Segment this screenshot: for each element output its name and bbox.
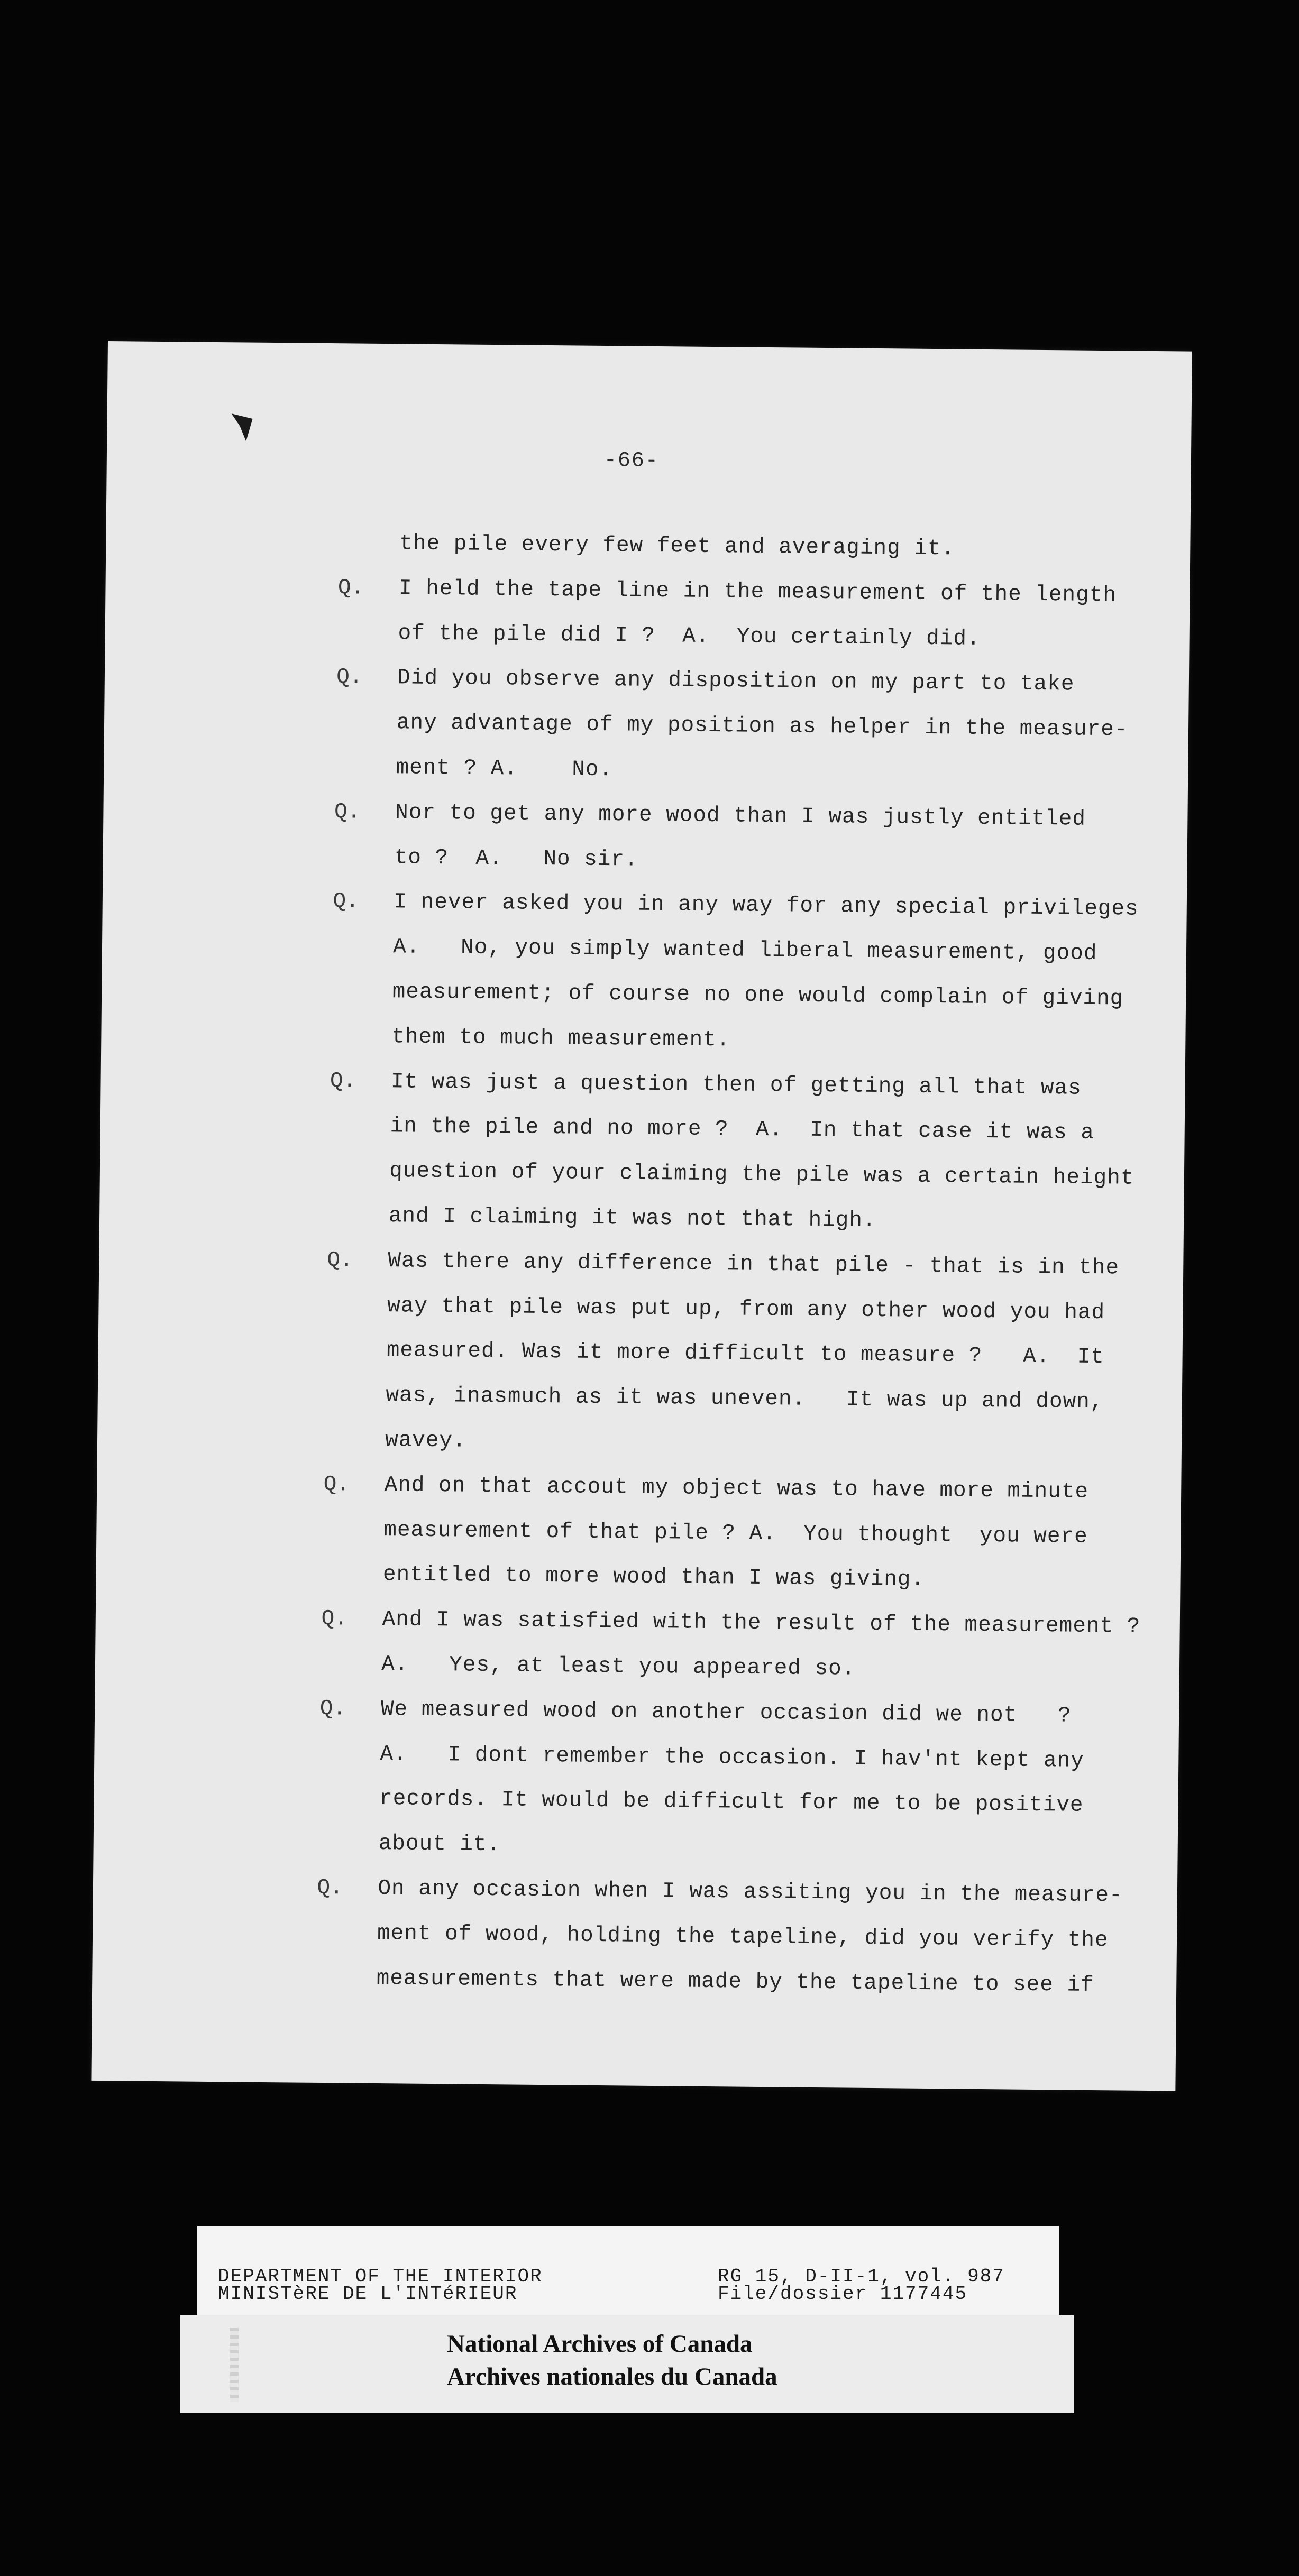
transcript-line: them to much measurement. — [391, 1025, 730, 1053]
archives-banner — [180, 2315, 1074, 2413]
document-page — [91, 341, 1192, 2091]
archives-name-en: National Archives of Canada — [447, 2330, 753, 2358]
corner-mark — [231, 413, 252, 441]
transcript-line: It was just a question then of getting all that was — [390, 1069, 1082, 1101]
transcript-line: And I was satisfied with the result of the measurement ? — [382, 1607, 1141, 1640]
transcript-line: records. It would be difficult for me to be positive — [379, 1787, 1084, 1818]
transcript-line: ment of wood, holding the tapeline, did you verify the — [377, 1921, 1109, 1953]
transcript-line: A. No, you simply wanted liberal measurement, good — [392, 935, 1097, 967]
transcript-line: ment ? A. No. — [396, 756, 613, 783]
question-marker: Q. — [327, 1248, 353, 1273]
transcript-line: wavey. — [385, 1428, 466, 1453]
transcript-line: measurement; of course no one would complain of giving — [392, 980, 1124, 1011]
transcript-line: to ? A. No sir. — [394, 845, 638, 872]
record-group-reference: RG 15, D-II-1, vol. 987 — [718, 2266, 1005, 2287]
archives-name-fr: Archives nationales du Canada — [447, 2363, 777, 2390]
question-marker: Q. — [317, 1875, 343, 1901]
question-marker: Q. — [330, 1069, 356, 1094]
transcript-line: measurement of that pile ? A. You thought you were — [383, 1517, 1088, 1549]
file-number: File/dossier 1177445 — [718, 2283, 968, 2305]
department-fr: MINISTèRE DE L'INTéRIEUR — [218, 2283, 518, 2305]
transcript-line: entitled to more wood than I was giving. — [382, 1562, 925, 1593]
transcript-line: way that pile was put up, from any other wood you had — [387, 1293, 1105, 1325]
transcript-line: and I claiming it was not that high. — [388, 1204, 876, 1234]
transcript-line: And on that accout my object was to have more minute — [384, 1473, 1089, 1504]
question-marker: Q. — [319, 1696, 346, 1722]
question-marker: Q. — [323, 1472, 350, 1497]
transcript-line: Was there any difference in that pile - that is in the — [388, 1248, 1120, 1281]
page-number: -66- — [603, 449, 660, 474]
question-marker: Q. — [321, 1607, 348, 1632]
transcript-line: A. Yes, at least you appeared so. — [381, 1652, 856, 1681]
transcript-line: in the pile and no more ? A. In that case it was a — [390, 1114, 1095, 1146]
question-marker: Q. — [336, 665, 363, 691]
question-marker: Q. — [333, 889, 359, 914]
transcript-line: measured. Was it more difficult to measure ? A. It — [386, 1338, 1104, 1370]
transcript-line: of the pile did I ? A. You certainly did. — [398, 621, 981, 651]
transcript-line: On any occasion when I was assiting you in the measure- — [378, 1876, 1123, 1908]
transcript-line: was, inasmuch as it was uneven. It was up and down, — [386, 1383, 1104, 1415]
transcript-line: Nor to get any more wood than I was justly entitled — [395, 801, 1086, 832]
transcript-line: question of your claiming the pile was a certain height — [389, 1159, 1135, 1191]
question-marker: Q. — [337, 575, 364, 601]
transcript-line: I held the tape line in the measurement of the length — [398, 576, 1117, 608]
transcript-line: A. I dont remember the occasion. I hav'nt kept any — [380, 1742, 1085, 1773]
label-stamp — [230, 2328, 239, 2402]
transcript-line: We measured wood on another occasion did we not ? — [380, 1697, 1072, 1728]
transcript-line: the pile every few feet and averaging it. — [399, 531, 955, 562]
department-en: DEPARTMENT OF THE INTERIOR — [218, 2266, 543, 2287]
transcript-line: measurements that were made by the tapeline to see if — [376, 1966, 1094, 1998]
transcript-line: Did you observe any disposition on my part to take — [397, 666, 1075, 697]
transcript-line: I never asked you in any way for any special privileges — [394, 890, 1139, 922]
question-marker: Q. — [334, 799, 361, 825]
transcript-line: any advantage of my position as helper in the measure- — [396, 711, 1128, 742]
transcript-line: about it. — [378, 1832, 501, 1857]
